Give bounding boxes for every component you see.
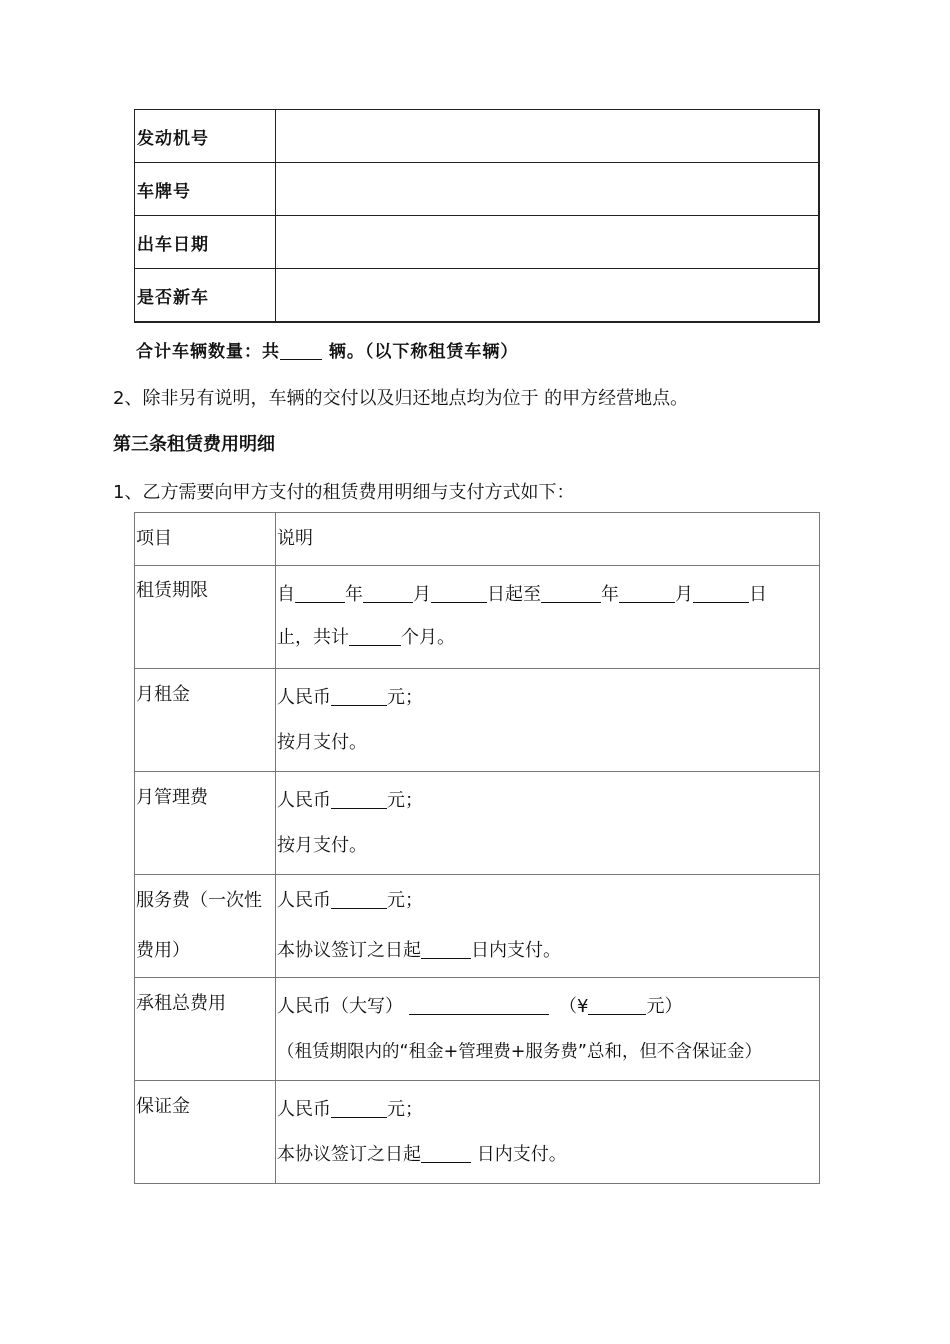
row-name-lease-period: 租赁期限 <box>135 566 276 669</box>
header-desc: 说明 <box>276 513 820 566</box>
row-value-departure-date <box>276 216 820 269</box>
row-value-plate-number <box>276 163 820 216</box>
row-desc-deposit: 人民币 元； 本协议签订之日起 日内支付。 <box>276 1081 820 1184</box>
table-row <box>135 566 820 669</box>
row-name-deposit: 保证金 <box>135 1081 276 1184</box>
row-label-engine-number: 发动机号 <box>135 110 276 163</box>
table-row <box>135 110 820 163</box>
row-label-plate-number: 车牌号 <box>135 163 276 216</box>
table-row <box>135 875 820 978</box>
vehicle-count-blank <box>280 342 322 360</box>
total-prefix: 合计车辆数量：共 <box>136 342 280 362</box>
row-label-departure-date: 出车日期 <box>135 216 276 269</box>
row-name-monthly-rent: 月租金 <box>135 669 276 772</box>
header-item: 项目 <box>135 513 276 566</box>
row-desc-lease-period: 自 年 月 日起至 年 月 日 止，共计 个月。 <box>276 566 820 669</box>
table-row <box>135 216 820 269</box>
table-row <box>135 1081 820 1184</box>
fee-details-table <box>134 512 820 1184</box>
row-desc-monthly-mgmt-fee: 人民币 元； 按月支付。 <box>276 772 820 875</box>
row-value-is-new-car <box>276 269 820 323</box>
table-row <box>135 978 820 1081</box>
clause-2: 2、除非另有说明，车辆的交付以及归还地点均为位于 的甲方经营地点。 <box>113 388 689 409</box>
row-desc-monthly-rent: 人民币 元； 按月支付。 <box>276 669 820 772</box>
row-value-engine-number <box>276 110 820 163</box>
table-row <box>135 772 820 875</box>
table-header-row <box>135 513 820 566</box>
table-row <box>135 269 820 323</box>
row-name-total-fee: 承租总费用 <box>135 978 276 1081</box>
vehicle-total-line <box>136 337 518 362</box>
vehicle-info-table <box>134 109 820 323</box>
row-desc-total-fee: 人民币（大写） （¥ 元） （租赁期限内的“租金+管理费+服务费”总和，但不含保证金） <box>276 978 820 1081</box>
table-row <box>135 163 820 216</box>
row-label-is-new-car: 是否新车 <box>135 269 276 323</box>
total-suffix: 辆。（以下称租赁车辆） <box>322 342 519 362</box>
row-name-service-fee: 服务费（一次性 费用） <box>135 875 276 978</box>
table-row <box>135 669 820 772</box>
row-desc-service-fee: 人民币 元； 本协议签订之日起 日内支付。 <box>276 875 820 978</box>
section-heading: 第三条租赁费用明细 <box>113 434 275 455</box>
row-name-monthly-mgmt-fee: 月管理费 <box>135 772 276 875</box>
clause-3-1: 1、乙方需要向甲方支付的租赁费用明细与支付方式如下： <box>113 482 575 503</box>
